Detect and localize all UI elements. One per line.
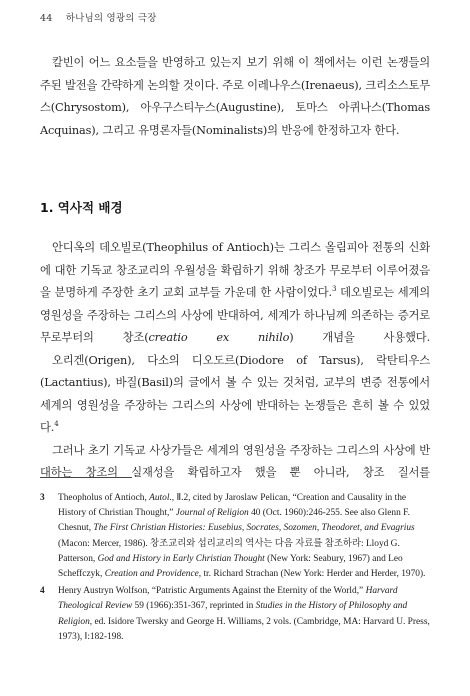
- footnote-italic: Studies in the History of Philosophy and Religion: [58, 601, 408, 627]
- footnote-3: [40, 491, 430, 582]
- paragraph-1: [40, 237, 430, 350]
- paragraph-1-cont-b: ) 개념을 사용했다.: [289, 331, 431, 344]
- footnote-text: 59 (1966):351-367, reprinted in: [132, 601, 256, 612]
- paragraph-3: 그러나 초기 기독교 사상가들은 세계의 영원성을 주장하는 그리스의 사상에 반대하는 창조의 실재성을 확립하고자 했을 뿐 아니라, 창조 질서를: [40, 443, 430, 479]
- paragraph-1-cont-a: 데오빌로는 세계의 영원성을 주장하는 그리스의 사상에 반대하여, 세계가 하나님께 의존하는 증거로 무로부터의 창조(: [40, 286, 430, 344]
- footnote-number: 3: [40, 493, 45, 503]
- footnote-text: Theopholus of Antioch,: [58, 493, 150, 503]
- footnote-italic: God and History in Early Christian Thought: [97, 553, 265, 564]
- footnote-italic: Harvard Theological Review: [58, 586, 398, 612]
- footnotes: [40, 491, 430, 647]
- footnote-text: Henry Austryn Wolfson, “Patristic Arguments Against the Eternity of the World,”: [58, 586, 366, 597]
- footnote-text: 40 (Oct. 1960):246-255. See also Glenn F. Chesnut,: [58, 508, 410, 534]
- footnote-text: (Macon: Mercer, 1986). 창조교리와 섭리교리의 역사는 다음 자료를 참조하라: Lloyd G. Patterson,: [58, 538, 400, 564]
- page-number: 44: [40, 13, 53, 24]
- footnote-italic: Creation and Providence: [104, 569, 199, 580]
- footnote-text: , Ⅱ.2, cited by Jaroslaw Pelican, “Creation and Causality in the History of Christian Thought,”: [58, 493, 407, 519]
- footnote-ref-3: 3: [332, 285, 337, 294]
- paragraph-1-text: 안디옥의 데오빌로(Theophilus of Antioch)는 그리스 올림피아 전통의 신화에 대한 기독교 창조교리의 우월성을 확립하기 위해 창조가 무로부터 이루어졌음을 분명하게 주장한 초기 교회 교부들 가운데 한 사람이었다.: [40, 241, 430, 299]
- footnote-italic: Autol.: [149, 493, 172, 503]
- running-head-title: 하나님의 영광의 극장: [65, 13, 157, 24]
- running-head: [40, 10, 157, 24]
- section-heading: 1. 역사적 배경: [40, 200, 123, 215]
- footnote-text: , ed. Isidore Twersky and George H. Williams, 2 vols. (Cambridge, MA: Harvard U. Press, 1973), Ⅰ:182-198.: [58, 616, 430, 642]
- footnote-number: 4: [40, 586, 45, 597]
- footnote-4: [40, 584, 430, 645]
- footnote-italic: Journal of Religion: [175, 508, 249, 519]
- paragraph-2-text: 오리겐(Origen), 다소의 디오도르(Diodore of Tarsus), 락탄티우스(Lactantius), 바질(Basil)의 글에서 볼 수 있는 것처럼, 교부의 변증 전통에서 세계의 영원성을 주장하는 그리스의 사상에 반대하는 논쟁들은 흔히 볼 수 있었다.: [40, 353, 430, 434]
- main-text: [40, 237, 430, 485]
- latin-term: creatio ex nihilo: [148, 331, 290, 344]
- footnote-text: (New York: Seabury, 1967) and Leo Scheffczyk,: [58, 553, 403, 580]
- paragraph-2: [40, 350, 430, 440]
- footnote-italic: The First Christian Histories: Eusebius, Socrates, Sozomen, Theodoret, and Evagrius: [93, 523, 415, 534]
- footnote-ref-4: 4: [54, 420, 59, 429]
- intro-paragraph: 칼빈이 어느 요소들을 반영하고 있는지 보기 위해 이 책에서는 이런 논쟁들의 주된 발전을 간략하게 논의할 것이다. 주로 이레나우스(Irenaeus), 크리소스토무스(Chrysostom), 아우구스티누스(Augustine), 토마스 아퀴나스(Thomas Acquinas), 그리고 유명론자들(Nominalists)의 반응에 한정하고자 한다.: [40, 56, 430, 137]
- footnote-text: , tr. Richard Strachan (New York: Herder and Herder, 1970).: [198, 569, 426, 580]
- intro-block: [40, 52, 430, 142]
- footnote-rule: [40, 477, 132, 478]
